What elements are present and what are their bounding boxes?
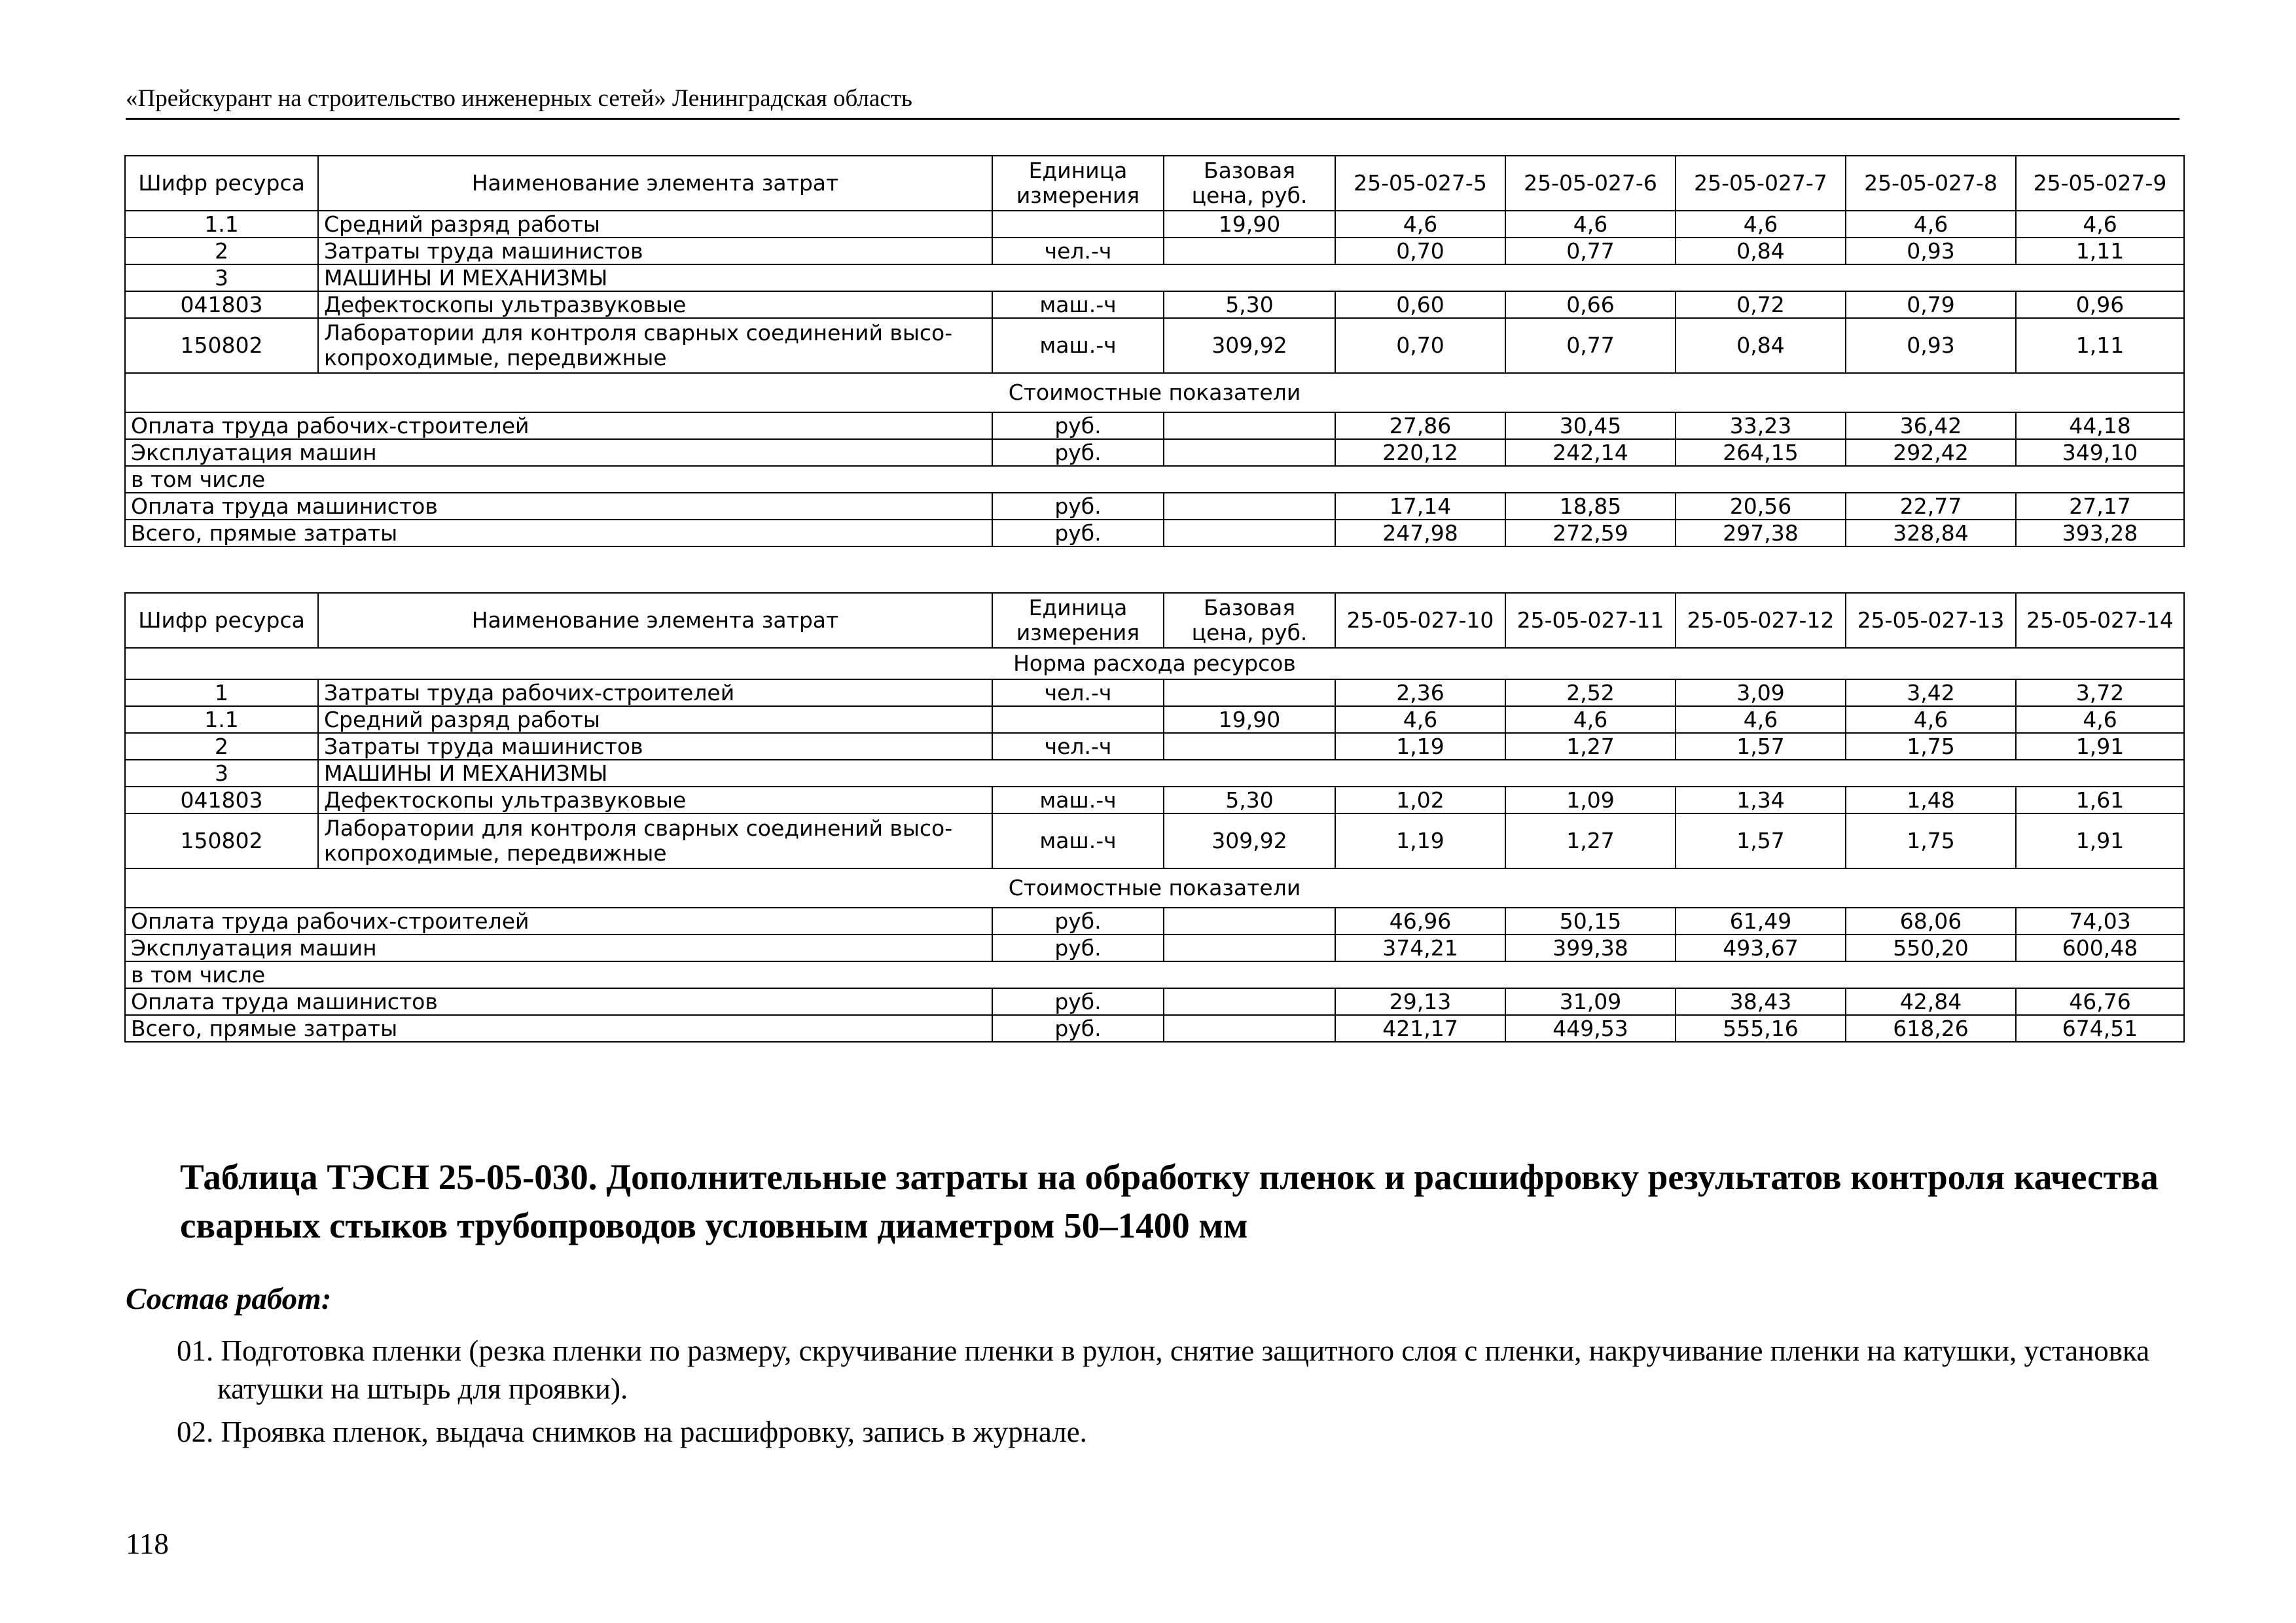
cost-row [125,439,2184,466]
cost-value: 618,26 [1846,1015,2016,1042]
cost-unit: руб. [992,520,1164,546]
cost-name: Оплата труда машинистов [125,493,992,520]
header-name: Наименование элемента затрат [318,593,992,648]
cost-name: Эксплуатация машин [125,439,992,466]
cost-value: 555,16 [1676,1015,1846,1042]
cost-row [125,466,2184,493]
cell-name: Затраты труда машинистов [318,733,992,760]
cell-value: 3,42 [1846,679,2016,706]
list-item: 02. Проявка пленок, выдача снимков на расшифровку, запись в журнале. [177,1416,1087,1448]
section-cost-label: Стоимостные показатели [125,868,2184,908]
cost-name: Всего, прямые затраты [125,520,992,546]
header-code: Шифр ресурса [125,156,318,211]
cost-value: 264,15 [1676,439,1846,466]
cell-value: 4,6 [2016,706,2184,733]
cell-price: 5,30 [1164,787,1335,813]
table-row [125,318,2184,373]
cost-row [125,908,2184,935]
cell-value: 0,93 [1846,318,2016,373]
table-row [125,264,2184,291]
cost-empty [1164,988,1335,1015]
section-row [125,648,2184,679]
cost-unit: руб. [992,412,1164,439]
cost-empty [1164,412,1335,439]
cost-value: 20,56 [1676,493,1846,520]
cell-value: 3,09 [1676,679,1846,706]
cell-price [1164,679,1335,706]
cost-value: 399,38 [1505,935,1676,961]
cell-value: 1,34 [1676,787,1846,813]
table-title: Таблица ТЭСН 25-05-030. Дополнительные затраты на обработку пленок и расшифровку результатов контроля качества сварных стыков трубопроводов условным диаметром 50–1400 мм [180,1157,2159,1245]
cost-empty [1164,935,1335,961]
section-row [125,868,2184,908]
header-column: 25-05-027-9 [2016,156,2184,211]
cost-empty [1164,520,1335,546]
header-column: 25-05-027-12 [1676,593,1846,648]
cell-name: Лаборатории для контроля сварных соединений высо-копроходимые, передвижные [318,318,992,373]
cost-value: 50,15 [1505,908,1676,935]
cell-value: 1,91 [2016,813,2184,868]
cost-value: 44,18 [2016,412,2184,439]
section-norm-label: Норма расхода ресурсов [125,648,2184,679]
cost-value: 220,12 [1335,439,1505,466]
table-row [125,733,2184,760]
cost-value: 38,43 [1676,988,1846,1015]
cell-value: 1,91 [2016,733,2184,760]
header-column: 25-05-027-10 [1335,593,1505,648]
cell-unit: чел.-ч [992,238,1164,264]
cost-unit: руб. [992,493,1164,520]
cell-price [1164,238,1335,264]
cost-value: 17,14 [1335,493,1505,520]
cell-value: 0,77 [1505,238,1676,264]
cost-row [125,412,2184,439]
cell-unit: маш.-ч [992,291,1164,318]
section-row [125,373,2184,412]
cost-value: 29,13 [1335,988,1505,1015]
cost-value: 297,38 [1676,520,1846,546]
cost-unit: руб. [992,988,1164,1015]
cost-value: 36,42 [1846,412,2016,439]
cell-value: 0,77 [1505,318,1676,373]
cell-value: 1,57 [1676,733,1846,760]
cost-value: 247,98 [1335,520,1505,546]
header-column: 25-05-027-7 [1676,156,1846,211]
cost-empty [1164,1015,1335,1042]
cell-unit: маш.-ч [992,813,1164,868]
cell-unit [992,211,1164,238]
work-composition-heading: Состав работ: [126,1282,332,1316]
section-cost-label: Стоимостные показатели [125,373,2184,412]
header-column: 25-05-027-6 [1505,156,1676,211]
cost-value: 18,85 [1505,493,1676,520]
cell-value: 4,6 [1505,211,1676,238]
table-row [125,291,2184,318]
header-base-price: Базовая цена, руб. [1164,593,1335,648]
cost-name: Оплата труда рабочих-строителей [125,412,992,439]
running-header: «Прейскурант на строительство инженерных сетей» Ленинградская область [126,84,2179,120]
cost-row [125,988,2184,1015]
cost-value: 27,86 [1335,412,1505,439]
cell-code: 041803 [125,787,318,813]
cell-name: Затраты труда рабочих-строителей [318,679,992,706]
cost-value: 449,53 [1505,1015,1676,1042]
cost-row [125,520,2184,546]
table-row [125,787,2184,813]
cell-value: 0,79 [1846,291,2016,318]
header-column: 25-05-027-5 [1335,156,1505,211]
cell-price: 19,90 [1164,211,1335,238]
cost-value: 272,59 [1505,520,1676,546]
cost-value: 393,28 [2016,520,2184,546]
cell-code: 3 [125,760,318,787]
cell-value: 1,19 [1335,813,1505,868]
cost-value: 550,20 [1846,935,2016,961]
cell-code: 2 [125,238,318,264]
cost-unit: руб. [992,1015,1164,1042]
cell-unit: маш.-ч [992,318,1164,373]
cost-value: 421,17 [1335,1015,1505,1042]
cost-value: 22,77 [1846,493,2016,520]
cost-name: в том числе [125,961,2184,988]
cost-value: 374,21 [1335,935,1505,961]
resource-table-1 [124,155,2185,547]
cell-value: 1,02 [1335,787,1505,813]
cell-value: 2,36 [1335,679,1505,706]
cell-code: 1 [125,679,318,706]
cost-unit: руб. [992,908,1164,935]
cost-value: 292,42 [1846,439,2016,466]
header-unit: Единица измерения [992,593,1164,648]
table-row [125,679,2184,706]
cell-value: 4,6 [1505,706,1676,733]
resource-table-2 [124,592,2185,1043]
table-row [125,706,2184,733]
cost-value: 68,06 [1846,908,2016,935]
cell-value: 3,72 [2016,679,2184,706]
cell-value: 1,11 [2016,238,2184,264]
cost-empty [1164,908,1335,935]
cell-value: 0,60 [1335,291,1505,318]
cost-row [125,935,2184,961]
cell-unit: маш.-ч [992,787,1164,813]
header-column: 25-05-027-8 [1846,156,2016,211]
cell-value: 1,48 [1846,787,2016,813]
cost-row [125,1015,2184,1042]
cost-name: Эксплуатация машин [125,935,992,961]
table-row [125,813,2184,868]
cost-value: 493,67 [1676,935,1846,961]
cost-unit: руб. [992,439,1164,466]
header-unit: Единица измерения [992,156,1164,211]
cell-value: 2,52 [1505,679,1676,706]
header-column: 25-05-027-11 [1505,593,1676,648]
cost-value: 674,51 [2016,1015,2184,1042]
cell-value: 0,84 [1676,318,1846,373]
cell-value: 1,11 [2016,318,2184,373]
cost-name: Оплата труда машинистов [125,988,992,1015]
cost-value: 600,48 [2016,935,2184,961]
cost-value: 42,84 [1846,988,2016,1015]
cost-value: 27,17 [2016,493,2184,520]
cell-unit: чел.-ч [992,679,1164,706]
cell-name: Лаборатории для контроля сварных соединений высо-копроходимые, передвижные [318,813,992,868]
header-column: 25-05-027-14 [2016,593,2184,648]
cell-value: 0,72 [1676,291,1846,318]
table-header-row [125,593,2184,648]
cell-value: 0,70 [1335,318,1505,373]
cell-value: 1,57 [1676,813,1846,868]
cell-code: 150802 [125,813,318,868]
cost-value: 31,09 [1505,988,1676,1015]
cell-price: 5,30 [1164,291,1335,318]
cost-value: 46,76 [2016,988,2184,1015]
cost-row [125,961,2184,988]
cost-value: 74,03 [2016,908,2184,935]
header-name: Наименование элемента затрат [318,156,992,211]
cell-price [1164,733,1335,760]
cell-code: 1.1 [125,211,318,238]
cost-name: Всего, прямые затраты [125,1015,992,1042]
cell-value: 1,61 [2016,787,2184,813]
cell-unit [992,706,1164,733]
cell-code: 150802 [125,318,318,373]
cell-value: 4,6 [1846,211,2016,238]
cost-unit: руб. [992,935,1164,961]
cell-value: 1,19 [1335,733,1505,760]
table-header-row [125,156,2184,211]
cost-value: 349,10 [2016,439,2184,466]
cost-empty [1164,439,1335,466]
cost-row [125,493,2184,520]
page-number: 118 [126,1527,169,1560]
header-column: 25-05-027-13 [1846,593,2016,648]
cell-value: 0,96 [2016,291,2184,318]
cell-unit: чел.-ч [992,733,1164,760]
table-row [125,238,2184,264]
work-composition-list [177,1332,2186,1456]
cost-name: в том числе [125,466,2184,493]
cell-price: 309,92 [1164,813,1335,868]
cost-empty [1164,493,1335,520]
cell-value: 4,6 [1676,706,1846,733]
cell-name: Затраты труда машинистов [318,238,992,264]
cell-value: 0,70 [1335,238,1505,264]
cell-price: 19,90 [1164,706,1335,733]
cost-value: 33,23 [1676,412,1846,439]
cell-code: 041803 [125,291,318,318]
cost-name: Оплата труда рабочих-строителей [125,908,992,935]
list-item: 01. Подготовка пленки (резка пленки по размеру, скручивание пленки в рулон, снятие защитного слоя с пленки, накручивание пленки на катушки, установка катушки на штырь для проявки). [177,1334,2150,1405]
header-base-price: Базовая цена, руб. [1164,156,1335,211]
cell-value: 4,6 [1335,706,1505,733]
cost-value: 61,49 [1676,908,1846,935]
cost-value: 242,14 [1505,439,1676,466]
cell-value: 0,66 [1505,291,1676,318]
cell-value: 1,75 [1846,733,2016,760]
cell-value: 4,6 [1676,211,1846,238]
cell-value: 4,6 [1846,706,2016,733]
cost-value: 46,96 [1335,908,1505,935]
cell-name: Средний разряд работы [318,211,992,238]
table-row [125,211,2184,238]
cell-value: 0,84 [1676,238,1846,264]
cell-value: 1,27 [1505,813,1676,868]
cell-name: Средний разряд работы [318,706,992,733]
header-code: Шифр ресурса [125,593,318,648]
table-row [125,760,2184,787]
cell-value: 1,09 [1505,787,1676,813]
cell-name: Дефектоскопы ультразвуковые [318,291,992,318]
cost-value: 328,84 [1846,520,2016,546]
cell-price: 309,92 [1164,318,1335,373]
cell-value: 4,6 [2016,211,2184,238]
cell-value: 1,27 [1505,733,1676,760]
cell-name: МАШИНЫ И МЕХАНИЗМЫ [318,264,2184,291]
cell-value: 0,93 [1846,238,2016,264]
cell-name: Дефектоскопы ультразвуковые [318,787,992,813]
cell-code: 1.1 [125,706,318,733]
cell-value: 1,75 [1846,813,2016,868]
cell-name: МАШИНЫ И МЕХАНИЗМЫ [318,760,2184,787]
cell-value: 4,6 [1335,211,1505,238]
cost-value: 30,45 [1505,412,1676,439]
cell-code: 2 [125,733,318,760]
cell-code: 3 [125,264,318,291]
